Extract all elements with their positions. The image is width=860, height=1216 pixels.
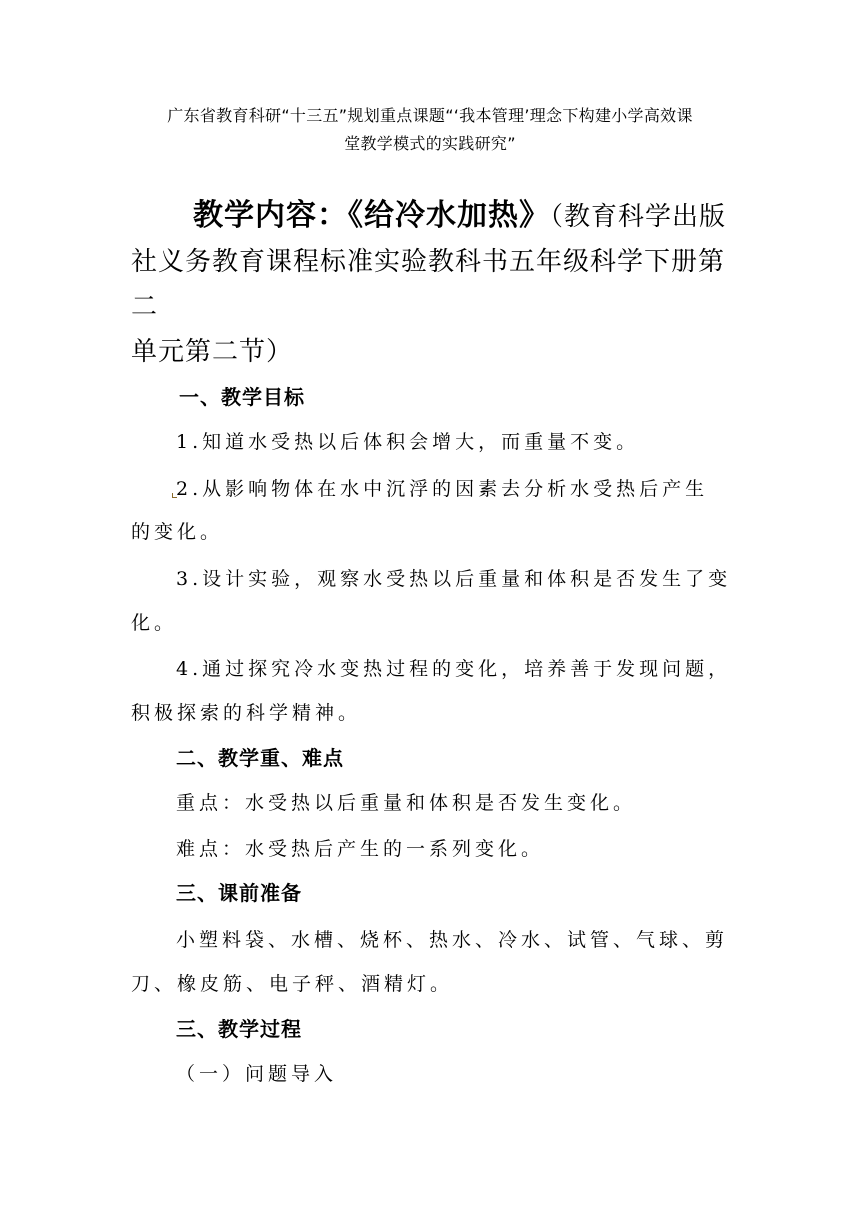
title-source-a: （教育科学出版 <box>550 202 727 232</box>
goal-1: 1.知道水受热以后体积会增大，而重量不变。 <box>176 431 640 453</box>
key-points-heading: 二、教学重、难点 <box>176 746 344 770</box>
title-source-b: 社义务教育课程标准实验教科书五年级科学下册第二 <box>131 247 726 322</box>
preparation-heading: 三、课前准备 <box>176 881 302 905</box>
title-main: 教学内容：《给冷水加热》 <box>193 198 550 233</box>
process-heading: 三、教学过程 <box>176 1017 302 1041</box>
goal-3-line-1: 3.设计实验，观察水受热以后重量和体积是否发生了变 <box>176 568 732 590</box>
goals-heading: 一、教学目标 <box>179 385 305 409</box>
research-topic-header <box>120 102 740 158</box>
goal-2-line-2: 的变化。 <box>131 521 224 543</box>
preparation-line-1: 小塑料袋、水槽、烧杯、热水、冷水、试管、气球、剪 <box>176 929 729 951</box>
goal-3-line-2: 化。 <box>131 612 178 634</box>
process-subheading: （一）问题导入 <box>176 1063 338 1085</box>
lesson-title <box>131 193 731 375</box>
difficult-point: 难点：水受热后产生的一系列变化。 <box>176 838 545 860</box>
header-line-2: 堂教学模式的实践研究” <box>344 134 516 153</box>
key-point: 重点：水受热以后重量和体积是否发生变化。 <box>176 792 637 814</box>
header-line-1: 广东省教育科研“十三五”规划重点课题“‘我本管理’理念下构建小学高效课 <box>167 106 693 125</box>
goal-4-line-2: 积极探索的科学精神。 <box>131 702 362 724</box>
goal-2-line-1: 2.从影响物体在水中沉浮的因素去分析水受热后产生 <box>176 478 709 500</box>
preparation-line-2: 刀、橡皮筋、电子秤、酒精灯。 <box>131 973 454 995</box>
title-source-c: 单元第二节） <box>131 337 294 367</box>
title-line-1 <box>131 193 731 240</box>
goal-4-line-1: 4.通过探究冷水变热过程的变化，培养善于发现问题， <box>176 658 732 680</box>
